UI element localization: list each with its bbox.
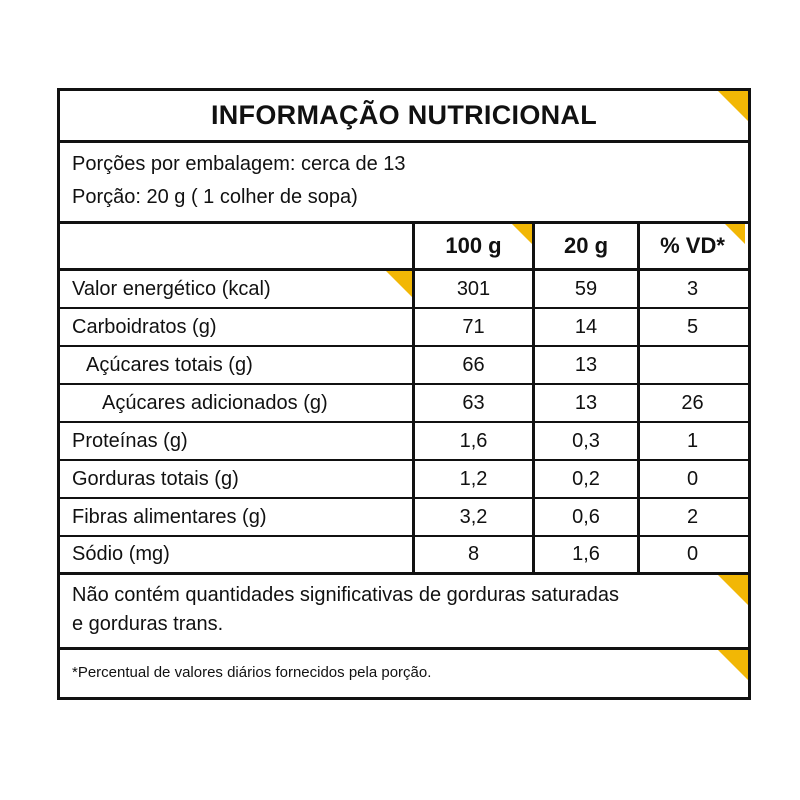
value-per-100g: 301 [412, 271, 532, 307]
nutrient-name: Açúcares adicionados (g) [102, 391, 328, 414]
table-row [60, 385, 748, 423]
nutrition-facts-label [57, 88, 751, 700]
table-row [60, 271, 748, 309]
value-daily-percent: 3 [637, 271, 745, 307]
value-per-100g: 63 [412, 385, 532, 421]
value-per-100g: 71 [412, 309, 532, 345]
nutrient-name: Sódio (mg) [72, 543, 170, 565]
label-title-row [60, 91, 748, 143]
value-per-100g: 3,2 [412, 499, 532, 535]
value-daily-percent: 2 [637, 499, 745, 535]
value-per-portion: 0,2 [532, 461, 637, 497]
value-daily-percent: 26 [637, 385, 745, 421]
value-per-100g: 1,6 [412, 423, 532, 459]
footnote-line-1: Não contém quantidades significativas de gorduras saturadas [72, 584, 619, 606]
disclaimer-text: *Percentual de valores diários fornecidos pela porção. [72, 664, 432, 681]
table-row [60, 537, 748, 575]
daily-value-disclaimer [60, 650, 748, 697]
value-per-portion: 0,3 [532, 423, 637, 459]
footnote-line-2: e gorduras trans. [72, 613, 224, 635]
table-row [60, 423, 748, 461]
value-per-100g: 66 [412, 347, 532, 383]
column-header-nutrient [60, 224, 412, 268]
non-significant-amounts-note [60, 575, 748, 650]
table-row [60, 309, 748, 347]
column-header-per-portion: 20 g [532, 224, 637, 268]
value-per-portion: 59 [532, 271, 637, 307]
column-header-per-100g [412, 224, 532, 268]
value-per-portion: 14 [532, 309, 637, 345]
value-per-100g: 1,2 [412, 461, 532, 497]
value-daily-percent: 1 [637, 423, 745, 459]
nutrient-name: Valor energético (kcal) [60, 271, 412, 307]
column-header-per-100g-label: 100 g [445, 233, 502, 258]
scan-artifact-triangle-icon [718, 91, 748, 121]
value-daily-percent: 0 [637, 461, 745, 497]
value-per-portion: 13 [532, 347, 637, 383]
nutrient-name: Carboidratos (g) [72, 315, 217, 338]
nutrient-name: Gorduras totais (g) [72, 467, 239, 490]
value-daily-percent: 0 [637, 537, 745, 572]
nutrient-name: Fibras alimentares (g) [72, 505, 267, 528]
value-per-portion: 0,6 [532, 499, 637, 535]
table-header-row [60, 224, 748, 271]
value-daily-percent [637, 347, 745, 383]
servings-per-package: Porções por embalagem: cerca de 13 [72, 153, 406, 175]
page-title: INFORMAÇÃO NUTRICIONAL [210, 100, 598, 130]
nutrient-name: Proteínas (g) [72, 429, 188, 452]
table-row [60, 461, 748, 499]
scan-artifact-triangle-icon [386, 271, 412, 297]
value-per-portion: 1,6 [532, 537, 637, 572]
value-per-portion: 13 [532, 385, 637, 421]
value-daily-percent: 5 [637, 309, 745, 345]
table-row [60, 347, 748, 385]
nutrient-name: Açúcares totais (g) [86, 353, 253, 376]
nutrient-rows [60, 271, 748, 575]
column-header-vd [637, 224, 745, 268]
value-per-100g: 8 [412, 537, 532, 572]
scan-artifact-triangle-icon [725, 224, 745, 244]
serving-information [60, 143, 748, 224]
column-header-vd-label: % VD* [660, 233, 725, 258]
portion-size: Porção: 20 g ( 1 colher de sopa) [72, 186, 358, 208]
scan-artifact-triangle-icon [512, 224, 532, 244]
table-row [60, 499, 748, 537]
